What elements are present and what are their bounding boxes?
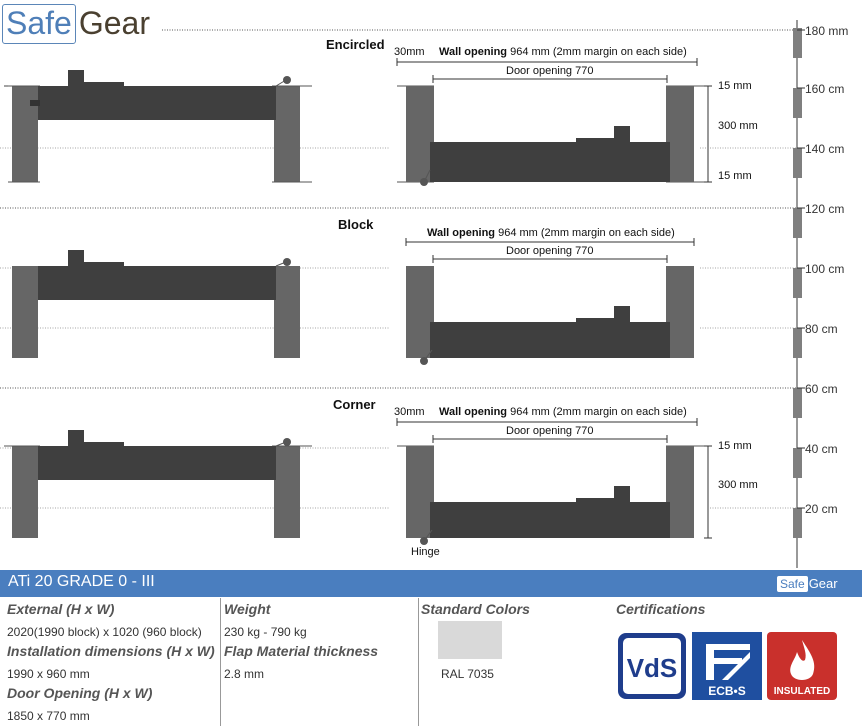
certifications-label: Certifications	[616, 601, 706, 617]
external-value: 2020(1990 block) x 1020 (960 block)	[7, 625, 202, 639]
scale-label-140: 140 cm	[805, 142, 845, 156]
wall-opening-label	[439, 406, 687, 418]
weight-label: Weight	[224, 601, 271, 617]
scale-label-20: 20 cm	[805, 502, 838, 516]
ecbs-cert-text: ECB•S	[708, 684, 746, 698]
color-swatch	[438, 621, 502, 659]
wall-opening-label	[439, 46, 687, 58]
vds-cert-logo	[617, 632, 687, 700]
color-name: RAL 7035	[441, 667, 494, 681]
section-title-block: Block	[338, 217, 374, 232]
logo-safe-text: Safe	[2, 4, 76, 44]
install-label: Installation dimensions (H x W)	[7, 643, 215, 659]
wall-opening-bold: Wall opening	[427, 227, 496, 239]
scale-label-40: 40 cm	[805, 442, 838, 456]
column-divider	[418, 598, 419, 726]
right-view-encircled	[397, 58, 712, 186]
door-opening-label: Door opening 770	[506, 245, 594, 257]
left-view-encircled	[4, 70, 312, 182]
weight-value: 230 kg - 790 kg	[224, 625, 307, 639]
insulated-cert-logo	[767, 632, 837, 700]
section-title-encircled: Encircled	[326, 37, 385, 52]
wall-opening-bold: Wall opening	[439, 406, 508, 418]
door-opening-label: Door opening 770	[506, 425, 594, 437]
left-view-corner	[4, 430, 312, 538]
flap-value: 2.8 mm	[224, 667, 265, 681]
wall-opening-value: 964 mm (2mm margin on each side)	[495, 227, 675, 239]
hinge-label: Hinge	[411, 546, 440, 558]
insulated-cert-text: INSULATED	[773, 686, 831, 697]
wall-opening-label	[427, 227, 675, 239]
colors-label: Standard Colors	[421, 601, 530, 617]
banner-logo-safe: Safe	[777, 576, 808, 592]
door-opening-spec-label: Door Opening (H x W)	[7, 685, 153, 701]
door-opening-spec-value: 1850 x 770 mm	[7, 709, 90, 723]
flap-label: Flap Material thickness	[224, 643, 379, 659]
wall-opening-value: 964 mm (2mm margin on each side)	[507, 406, 687, 418]
door-opening-label: Door opening 770	[506, 65, 594, 77]
scale-label-160: 160 cm	[805, 82, 845, 96]
external-label: External (H x W)	[7, 601, 115, 617]
scale-label-180: 180 mm	[805, 24, 849, 38]
logo-gear-text: Gear	[78, 5, 150, 41]
banner-logo	[777, 576, 838, 592]
right-view-corner	[397, 418, 712, 545]
dim-bottom-label: 15 mm	[718, 170, 752, 182]
scale-bar	[793, 20, 805, 568]
vds-cert-text: VdS	[626, 653, 678, 683]
wall-thickness-label: 30mm	[394, 46, 425, 58]
dim-mid-label: 300 mm	[718, 120, 758, 132]
scale-label-60: 60 cm	[805, 382, 838, 396]
column-divider	[220, 598, 221, 726]
install-value: 1990 x 960 mm	[7, 667, 90, 681]
right-view-block	[406, 238, 694, 365]
section-title-corner: Corner	[333, 397, 376, 412]
banner-logo-gear: Gear	[808, 576, 838, 591]
dim-top-label: 15 mm	[718, 80, 752, 92]
scale-label-80: 80 cm	[805, 322, 838, 336]
wall-opening-bold: Wall opening	[439, 46, 508, 58]
scale-label-120: 120 cm	[805, 202, 845, 216]
wall-thickness-label: 30mm	[394, 406, 425, 418]
left-view-block	[12, 250, 300, 358]
wall-opening-value: 964 mm (2mm margin on each side)	[507, 46, 687, 58]
dim-mid-label: 300 mm	[718, 479, 758, 491]
scale-label-100: 100 cm	[805, 262, 845, 276]
ecbs-cert-logo	[692, 632, 762, 700]
dim-top-label: 15 mm	[718, 440, 752, 452]
product-title: ATi 20 GRADE 0 - III	[8, 573, 155, 590]
